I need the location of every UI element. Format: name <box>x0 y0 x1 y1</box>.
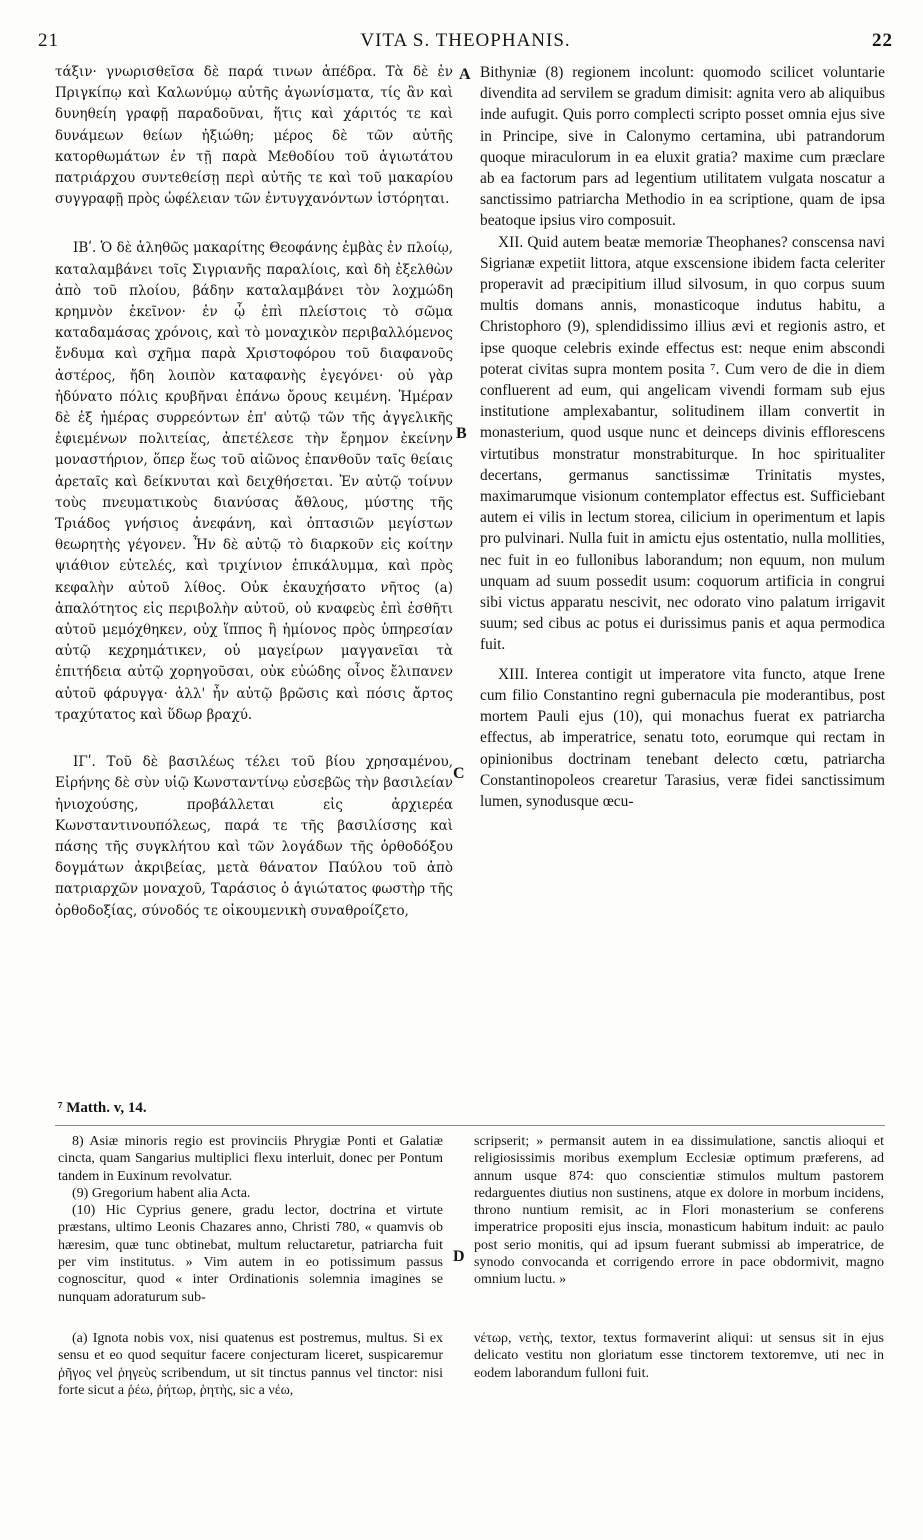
footnote-9: (9) Gregorium habent alia Acta. <box>72 1185 251 1201</box>
margin-letter-d: D <box>453 1248 465 1265</box>
greek-paragraph-12: ΙΒʹ. Ὁ δὲ ἀληθῶς μακαρίτης Θεοφάνης ἐμβὰς ἐν πλοίῳ, καταλαμβάνει τοῖς Σιγριανῆς παραλίοις, καὶ δὴ ἐξελθὼν ἀπὸ τοῦ πλοίου, βάδην καταλαμβάνει τὸν λοχμώδη κρημνὸν ἐκεῖνον· ἐν ᾧ ἐπὶ πλείστοις τὸ σῶμα καταδαμάσας χρόνοις, καὶ τὸ μοναχικὸν περιβαλλόμενος ἔνδυμα καὶ σχῆμα παρὰ Χριστοφόρου τοῦ διαφανοῦς ἀστέρος, ἤδη λοιπὸν καταφανὴς ἐγεγόνει· οὐ γὰρ ἠδύνατο πόλις κρυβῆναι ἐπάνω ὄρους κειμένη. Ἡμέραν δὲ ἐξ ἡμέρας συρρεόντων ἐπ' αὐτῷ τῶν τῆς ἀγγελικῆς ἐφιεμένων πολιτείας, ἀπετέλεσε τὴν ἔρημον ἐκείνην μοναστήριον, ὅπερ ἕως τοῦ αἰῶνος ἐπανθοῦν ταῖς θείαις ἀρεταῖς καὶ δείκνυται καὶ δειχθήσεται. Ἐν αὐτῷ τοίνυν τοὺς πνευματικοὺς διανύσας ἄθλους, μύστης τῆς Τριάδος γνήσιος ἀνεφάνη, καὶ ὀπτασιῶν μεγίστων θεωρητὴς γέγονεν. Ἦν δὲ αὐτῷ τὸ διαρκοῦν εἰς κοίτην ψιάθιον εὐτελές, καὶ τριχίνιον ἐπικάλυμμα, καὶ πρὸς κεφαλὴν αὐτοῦ λίθος. Οὐκ ἐκαυχήσατο νῆτος (a) ἀπαλότητος εἰς περιβολὴν αὐτοῦ, οὐ κναφεὺς ἐπὶ ἐσθῆτι αὐτοῦ μεμόχθηκεν, οὐχ ἵππος ἢ ἡμίονος πρὸς ὑπηρεσίαν αὐτῷ κεχρημάτικεν, οὐ μαγείρων μαγγανεῖαι τὰ ἐπιτήδεια αὐτῷ χορηγοῦσαι, οὐκ εὐώδης οἶνος ἔλιπανεν αὐτοῦ φάρυγγα· ἀλλ' ἦν αὐτῷ βρῶσις καὶ πόσις ἄρτος τραχύτατος καὶ ὕδωρ βραχύ. <box>55 240 453 723</box>
footnote-8: 8) Asiæ minoris regio est provinciis Phrygiæ Ponti et Galatiæ cincta, quam Sangarius multiplici flexu interluit, donec per Pontum tandem in Euxinum revolvatur. <box>58 1134 443 1184</box>
footnote-a-left <box>58 1330 443 1399</box>
footnote-rule <box>55 1125 885 1126</box>
greek-column <box>55 62 453 922</box>
greek-paragraph-13: ΙΓʹ. Τοῦ δὲ βασιλέως τέλει τοῦ βίου χρησαμένου, Εἰρήνης δὲ σὺν υἱῷ Κωνσταντίνῳ εὐσεβῶς τὴν βασιλείαν ἡνιοχούσης, προβάλλεται εἰς ἀρχιερέα Κωνσταντινουπόλεως, παρά τε τῆς βασιλίσσης καὶ πάσης τῆς συγκλήτου καὶ τῶν λογάδων τῆς ὀρθοδόξου δογμάτων ἀκριβείας, μετὰ θάνατον Παύλου τοῦ ἀπὸ πατριαρχῶν μοναχοῦ, Ταράσιος ὁ ἁγιώτατος φωστὴρ τῆς ὀρθοδοξίας, σύνοδός τε οἰκουμενικὴ συναθροίζετο, <box>55 754 453 919</box>
footnote-10-continued: scripserit; » permansit autem in ea dissimulatione, sanctis alioqui et religiosissimis moribus exemplum Ecclesiæ optimum præferens, ad annum usque 874: quo conscientiæ stimulos multum pastorem redarguentes diutius non sustinens, atque ex dolore in morbum incidens, throno nuntium remisit, ac in Flori monasterium se conferens imperatrice propositi ejus inscia, monasticum habitum induit: ac paulo post serio monitis, qui ad ipsum fuerant submissi ab imperatrice, de synodo convocanda et corrigendo errore in pace obdormivit, magno omnium luctu. » <box>474 1134 884 1288</box>
margin-letter-b: B <box>456 425 467 442</box>
page-number-right: 22 <box>872 30 893 51</box>
latin-paragraph-13: XIII. Interea contigit ut imperatore vita functo, atque Irene cum filio Constantino regni gubernacula pie moderantibus, post mortem Pauli ejus (10), qui monachus fuerat ex patriarcha effectus, ab imperatrice, senatu toto, eorumque qui rectam in opinionibus doctrinam tenebant delecto cœtu, patriarcha Constantinopoleos crearetur Tarasius, veræ fidei sanctissimum lumen, synodusque œcu- <box>480 665 885 810</box>
page-number-left: 21 <box>38 30 59 51</box>
greek-paragraph-1: τάξιν· γνωρισθεῖσα δὲ παρά τινων ἀπέδρα. Τὰ δὲ ἐν Πριγκίπῳ καὶ Καλωνύμῳ αὐτῆς ἀγωνίσματα, τίς ἂν καὶ δυνηθείη γραφῇ παραδοῦναι, ἥτις καὶ χάριτός τε καὶ δυνάμεων θείων ἠξιώθη; μέρος δὲ τῶν αὐτῆς κατορθωμάτων ἐν τῇ παρὰ Μεθοδίου τοῦ ἁγιωτάτου πατριάρχου συντεθείσῃ περὶ αὐτῆς τε καὶ τοῦ μακαρίου συγγραφῇ πρὸς ὠφέλειαν τῶν ἐντυγχανόντων ἱστόρηται. <box>55 64 453 208</box>
running-header <box>38 30 893 60</box>
footnote-10: (10) Hic Cyprius genere, gradu lector, doctrina et virtute præstans, ultimo Leonis Chazares anno, Christi 780, « quamvis ob hæresim, quæ tunc obtinebat, multum reluctaretur, patriarcha fuit per vim institutus. » Vim autem in eo potissimum passus cognoscitur, quod « inter Ordinationis solemnia imagines se nunquam adoraturum sub- <box>58 1203 443 1305</box>
latin-column <box>480 62 885 812</box>
latin-paragraph-1: Bithyniæ (8) regionem incolunt: quomodo scilicet voluntarie divendita ad servilem se gradum dimisit: agnita vero ab aliquibus inde aufugit. Quis porro complecti scripto posset omnia ejus sive in Principe, sive in Calonymo certamina, ubi patrandorum quoque miraculorum in ea eluxit gratia? maxime cum præclare ab ea factorum pars ad legentium utilitatem vulgata noscatur a sanctissimo patriarcha Methodio in ea scriptione, quam de ipsa beatoque ipsius viro composuit. <box>480 64 885 230</box>
footnote-a-right <box>474 1330 884 1382</box>
latin-paragraph-12: XII. Quid autem beatæ memoriæ Theophanes? conscensa navi Sigrianæ expetiit littora, atque exscensione ibidem facta celeriter properavit ad præcipitium illud silvosum, in quo corpus suum multis domans annis, monasticoque indutus habitu, a Christophoro (9), splendidissimo illius ævi et regionis astro, et ipse quoque celebris exinde effectus est: neque enim abscondi poterat civitas supra montem posita ⁷. Cum vero de die in diem confluerent ad eum, qui angelicam vivendi formam sub ejus institutione amplexabantur, solitudinem illam convertit in monasterium, quod usque nunc et deinceps divinis efflorescens virtutibus monstratur monstrabiturque. In hoc spiritualiter decertans, germanus sanctissimæ Trinitatis mystes, maximarumque visionum contemplator effectus est. Sufficiebant autem ei vilis in lectum storea, cilicium in operimentum et lapis pro pulvinari. Nulla fuit in amictu ejus ostentatio, nulla mollities, nec fuit in eo fullonibus laborandum; non equum, non mulum unquam ad suum possedit usum: coquorum artificia in congrui sibi victus apparatu nescivit, nec odorato vino palatum irrigavit suum; sed cibus ac potus ei durissimus panis et aqua permodica fuit. <box>480 233 885 654</box>
footnote-a-text: (a) Ignota nobis vox, nisi quatenus est postremus, multus. Si ex sensu et eo quod sequitur facere conjecturam liceret, suspicaremur ῥῆγος vel ῥηγεὺς scribendum, ut sit tinctus pannus vel tinctor: nisi forte sicut a ῥέω, ῥήτωρ, ῥητὴς, sic a νέω, <box>58 1331 443 1398</box>
footnote-a-continued: νέτωρ, νετὴς, textor, textus formaverint aliqui: ut sensus sit in ejus delicato vestitu non gloriatum esse tinctorem textoremve, uti nec in eodem laborandum fulloni fuit. <box>474 1331 884 1381</box>
margin-letter-a: A <box>459 66 471 83</box>
footnotes-left-column <box>58 1133 443 1306</box>
scripture-reference: ⁷ Matth. v, 14. <box>58 1100 147 1116</box>
running-title: VITA S. THEOPHANIS. <box>360 30 571 51</box>
margin-letter-c: C <box>453 765 465 782</box>
footnotes-right-column <box>474 1133 884 1289</box>
